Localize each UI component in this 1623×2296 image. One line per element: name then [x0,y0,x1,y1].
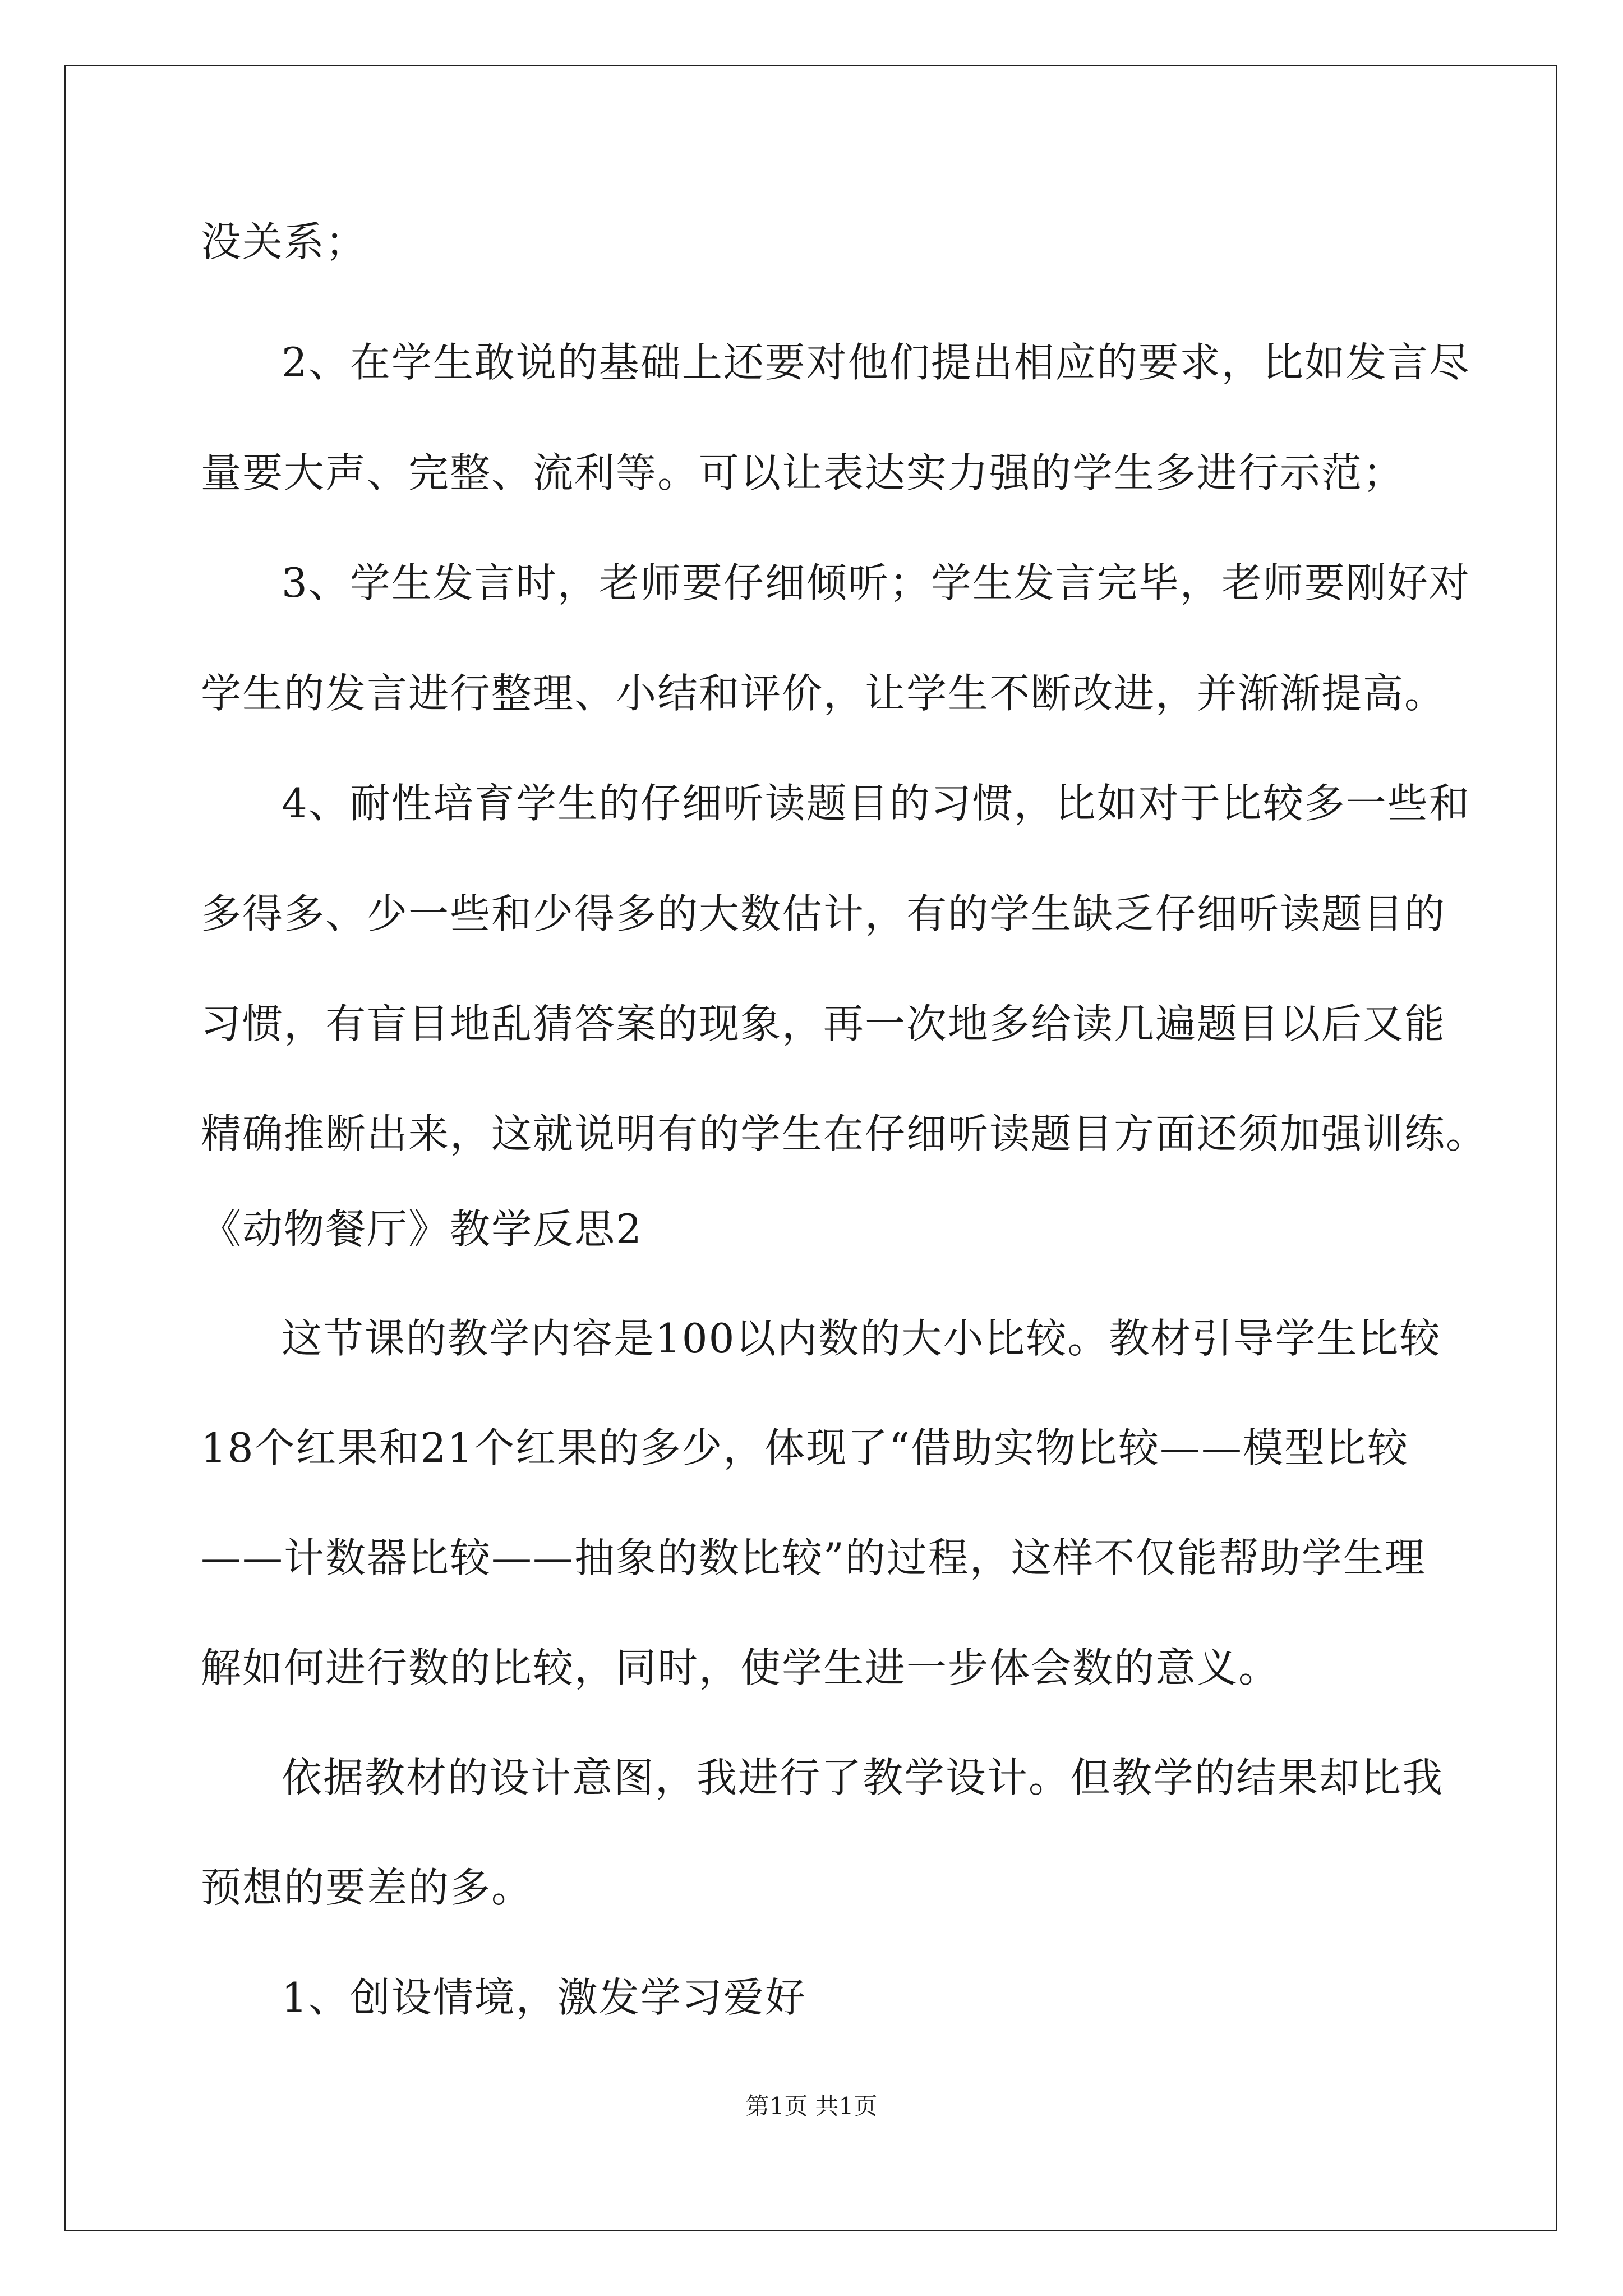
paragraph-line: 4、耐性培育学生的仔细听读题目的习惯，比如对于比较多一些和 [282,780,1470,827]
paragraph-line: 这节课的教学内容是100以内数的大小比较。教材引导学生比较 [282,1315,1441,1362]
text-line: 习惯，有盲目地乱猜答案的现象，再一次地多给读几遍题目以后又能 [201,1000,1446,1047]
section-title: 《动物餐厅》教学反思2 [201,1205,643,1253]
text-line: 多得多、少一些和少得多的大数估计，有的学生缺乏仔细听读题目的 [201,890,1446,937]
text-line: 量要大声、完整、流利等。可以让表达实力强的学生多进行示范； [201,449,1405,496]
page-footer: 第1页 共1页 [745,2092,878,2120]
paragraph-line: 3、学生发言时，老师要仔细倾听；学生发言完毕，老师要刚好对 [282,559,1470,606]
text-line: 解如何进行数的比较，同时，使学生进一步体会数的意义。 [201,1644,1280,1691]
paragraph-line: 1、创设情境，激发学习爱好 [282,1974,806,2021]
paragraph-line: 依据教材的设计意图，我进行了教学设计。但教学的结果却比我 [282,1754,1444,1801]
text-line: ——计数器比较——抽象的数比较”的过程，这样不仅能帮助学生理 [201,1534,1426,1581]
paragraph-line: 2、在学生敢说的基础上还要对他们提出相应的要求，比如发言尽 [282,339,1470,386]
text-line: 18个红果和21个红果的多少，体现了“借助实物比较——模型比较 [201,1424,1409,1471]
text-line: 学生的发言进行整理、小结和评价，让学生不断改进，并渐渐提高。 [201,670,1446,717]
text-line: 精确推断出来，这就说明有的学生在仔细听读题目方面还须加强训练。 [201,1110,1488,1157]
text-line: 预想的要差的多。 [201,1864,533,1911]
text-line: 没关系； [201,218,367,265]
